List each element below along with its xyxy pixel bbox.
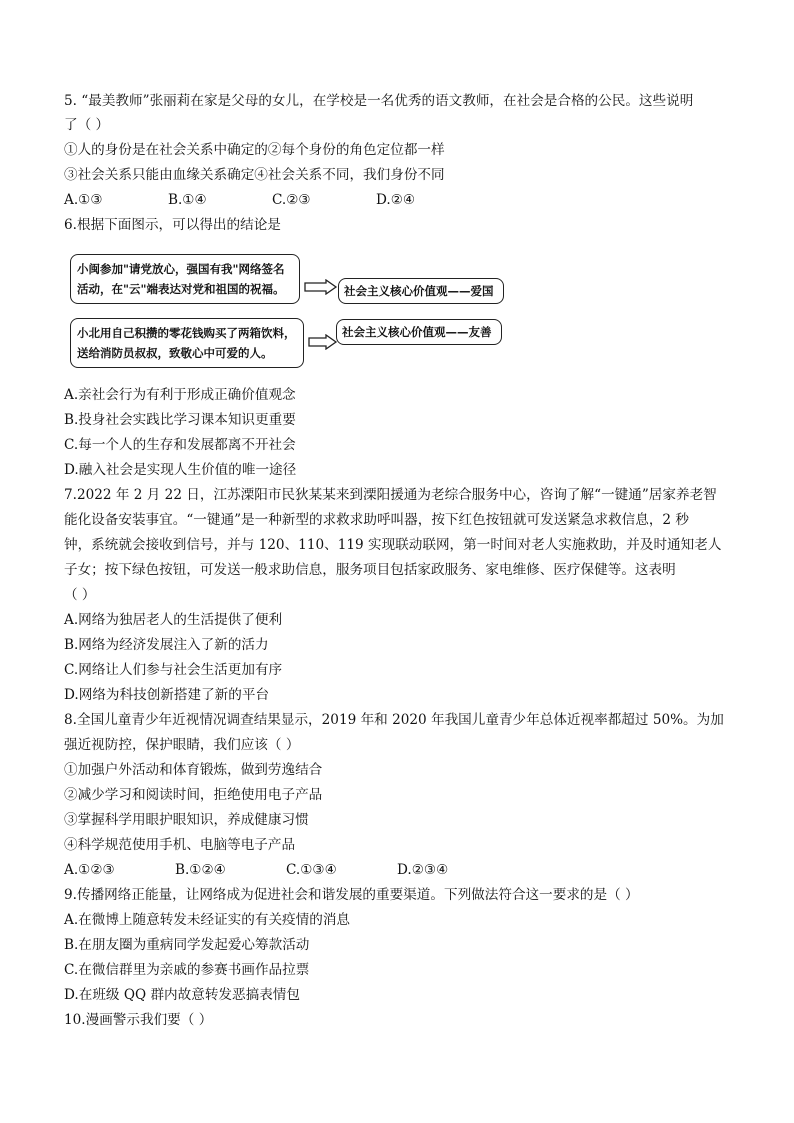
q5-item-line1: ①人的身份是在社会关系中确定的②每个身份的角色定位都一样	[64, 142, 445, 158]
q8-stem-line2: 强近视防控，保护眼睛，我们应该（ ）	[64, 737, 300, 753]
q9-option-d[interactable]: D.在班级 QQ 群内故意转发恶搞表情包	[64, 987, 300, 1003]
diagram-box-friendliness-example	[70, 318, 304, 368]
q8-option-a[interactable]: A.①②③	[64, 862, 115, 878]
q9-option-a[interactable]: A.在微博上随意转发未经证实的有关疫情的消息	[64, 912, 351, 928]
q8-item-2: ②减少学习和阅读时间，拒绝使用电子产品	[64, 787, 323, 803]
q6-option-d[interactable]: D.融入社会是实现人生价值的唯一途径	[64, 462, 297, 478]
diagram-box3-line2: 送给消防员叔叔，致敬心中可爱的人。	[77, 346, 273, 360]
q7-option-a[interactable]: A.网络为独居老人的生活提供了便利	[64, 612, 283, 628]
q7-stem-line2: 能化设备安装事宜。“一键通”是一种新型的求救求助呼叫器，按下红色按钮就可发送紧急求救信息，2 秒	[64, 512, 689, 528]
diagram-box-friendliness-value: 社会主义核心价值观——友善	[336, 319, 502, 345]
q5-options	[64, 190, 415, 210]
q5-option-a[interactable]: A.①③	[64, 192, 103, 208]
right-arrow-icon	[308, 334, 338, 350]
right-arrow-icon	[304, 279, 338, 295]
q8-item-3: ③掌握科学用眼护眼知识，养成健康习惯	[64, 812, 309, 828]
q7-stem-line3: 钟，系统就会接收到信号，并与 120、110、119 实现联动联网，第一时间对老人实施救助，并及时通知老人	[64, 537, 722, 553]
q8-item-4: ④科学规范使用手机、电脑等电子产品	[64, 837, 296, 853]
q6-diagram	[70, 250, 510, 374]
q7-stem-line4: 子女；按下绿色按钮，可发送一般求助信息，服务项目包括家政服务、家电维修、医疗保健等。这表明	[64, 562, 676, 578]
q8-option-b[interactable]: B.①②④	[175, 862, 226, 878]
diagram-box1-line1: 小闽参加"请党放心，强国有我"网络签名	[77, 262, 285, 276]
q7-option-b[interactable]: B.网络为经济发展注入了新的活力	[64, 637, 269, 653]
q7-option-d[interactable]: D.网络为科技创新搭建了新的平台	[64, 687, 270, 703]
q9-option-c[interactable]: C.在微信群里为亲戚的参赛书画作品拉票	[64, 962, 310, 978]
q8-stem-line1: 8.全国儿童青少年近视情况调查结果显示，2019 年和 2020 年我国儿童青少年总体近视率都超过 50%。为加	[64, 712, 724, 728]
q5-option-b[interactable]: B.①④	[168, 192, 207, 208]
q5-stem-line1: 5. “最美教师”张丽莉在家是父母的女儿，在学校是一名优秀的语文教师，在社会是合格的公民。这些说明	[64, 93, 694, 109]
q5-item-line2: ③社会关系只能由血缘关系确定④社会关系不同，我们身份不同	[64, 167, 445, 183]
q8-option-c[interactable]: C.①③④	[286, 862, 337, 878]
diagram-box3-line1: 小北用自己积攒的零花钱购买了两箱饮料，	[77, 326, 296, 340]
q10-stem: 10.漫画警示我们要（ ）	[64, 1012, 213, 1028]
q6-option-b[interactable]: B.投身社会实践比学习课本知识更重要	[64, 412, 296, 428]
q6-option-c[interactable]: C.每一个人的生存和发展都离不开社会	[64, 437, 296, 453]
q5-option-d[interactable]: D.②④	[376, 192, 416, 208]
diagram-box1-line2: 活动，在"云"端表达对党和祖国的祝福。	[77, 282, 285, 296]
q7-option-c[interactable]: C.网络让人们参与社会生活更加有序	[64, 662, 283, 678]
q5-option-c[interactable]: C.②③	[272, 192, 311, 208]
q9-option-b[interactable]: B.在朋友圈为重病同学发起爱心筹款活动	[64, 937, 310, 953]
q7-stem-line1: 7.2022 年 2 月 22 日，江苏溧阳市民狄某某来到溧阳援通为老综合服务中心，咨询了解“一键通”居家养老智	[64, 487, 717, 503]
q8-item-1: ①加强户外活动和体育锻炼，做到劳逸结合	[64, 762, 323, 778]
q9-stem: 9.传播网络正能量，让网络成为促进社会和谐发展的重要渠道。下列做法符合这一要求的是（ ）	[64, 887, 639, 903]
q8-option-d[interactable]: D.②③④	[397, 862, 449, 878]
q7-stem-line5: （ ）	[64, 587, 96, 603]
q8-options	[64, 860, 448, 880]
diagram-box-patriotism-value: 社会主义核心价值观——爱国	[338, 278, 504, 304]
q6-option-a[interactable]: A.亲社会行为有利于形成正确价值观念	[64, 387, 296, 403]
q5-stem-line2: 了（ ）	[64, 117, 110, 133]
q6-stem: 6.根据下面图示，可以得出的结论是	[64, 217, 281, 233]
diagram-box-patriotism-example	[70, 254, 300, 304]
